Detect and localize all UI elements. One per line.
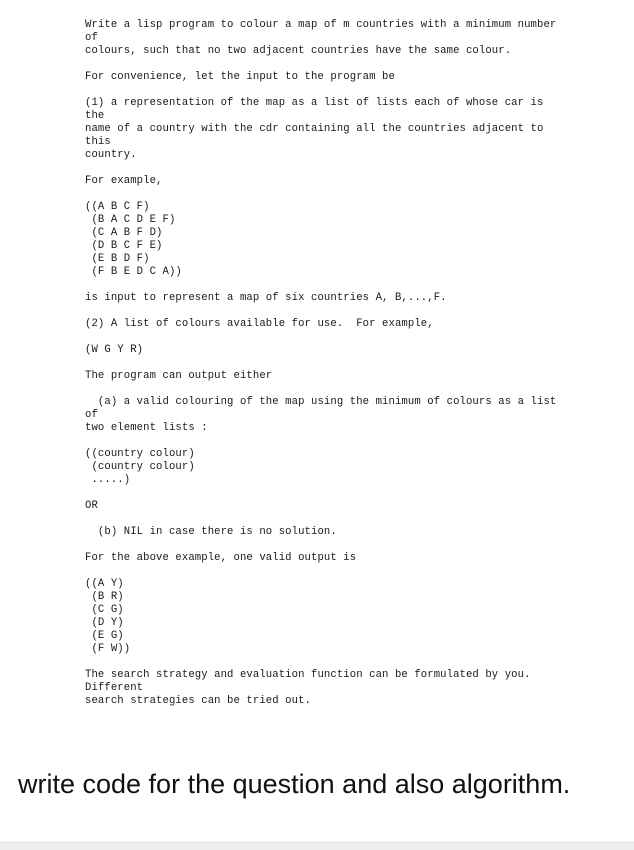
document-line: For the above example, one valid output is	[85, 552, 357, 564]
document-line: (D Y)	[85, 617, 124, 629]
blank-line	[85, 539, 605, 552]
document-line: (C G)	[85, 604, 124, 616]
document-line: ((A B C F)	[85, 201, 150, 213]
blank-line	[85, 487, 605, 500]
document-line: OR	[85, 500, 98, 512]
document-line: The search strategy and evaluation function can be formulated by you.	[85, 669, 531, 681]
document-line: ((country colour)	[85, 448, 195, 460]
blank-line	[85, 357, 605, 370]
document-line: of	[85, 409, 98, 421]
document-line: Different	[85, 682, 144, 694]
assignment-text	[85, 19, 605, 708]
document-line: (E G)	[85, 630, 124, 642]
blank-line	[85, 383, 605, 396]
document-line: colours, such that no two adjacent countries have the same colour.	[85, 45, 512, 57]
document-line: the	[85, 110, 105, 122]
blank-line	[85, 513, 605, 526]
document-line: this	[85, 136, 111, 148]
document-line: For convenience, let the input to the program be	[85, 71, 395, 83]
document-line: (F B E D C A))	[85, 266, 182, 278]
document-line: For example,	[85, 175, 163, 187]
blank-line	[85, 84, 605, 97]
blank-line	[85, 58, 605, 71]
document-line: (b) NIL in case there is no solution.	[85, 526, 337, 538]
document-line: The program can output either	[85, 370, 273, 382]
document-line: Write a lisp program to colour a map of m countries with a minimum number	[85, 19, 557, 31]
blank-line	[85, 656, 605, 669]
document-line: (2) A list of colours available for use. For example,	[85, 318, 434, 330]
document-line: country.	[85, 149, 137, 161]
question-caption: write code for the question and also algorithm.	[18, 769, 571, 799]
document-line: .....)	[85, 474, 131, 486]
document-line: (1) a representation of the map as a list of lists each of whose car is	[85, 97, 544, 109]
blank-line	[85, 188, 605, 201]
blank-line	[85, 305, 605, 318]
document-line: two element lists :	[85, 422, 208, 434]
document-line: (W G Y R)	[85, 344, 144, 356]
document-line: name of a country with the cdr containing all the countries adjacent to	[85, 123, 544, 135]
document-line: (a) a valid colouring of the map using the minimum of colours as a list	[85, 396, 557, 408]
document-line: (E B D F)	[85, 253, 150, 265]
document-line: ((A Y)	[85, 578, 124, 590]
document-line: search strategies can be tried out.	[85, 695, 312, 707]
blank-line	[85, 279, 605, 292]
blank-line	[85, 162, 605, 175]
blank-line	[85, 565, 605, 578]
document-line: (country colour)	[85, 461, 195, 473]
blank-line	[85, 331, 605, 344]
document-line: (B A C D E F)	[85, 214, 176, 226]
document-line: (B R)	[85, 591, 124, 603]
document-line: (C A B F D)	[85, 227, 163, 239]
document-line: (F W))	[85, 643, 131, 655]
document-line: is input to represent a map of six countries A, B,...,F.	[85, 292, 447, 304]
document-line: (D B C F E)	[85, 240, 163, 252]
blank-line	[85, 435, 605, 448]
document-line: of	[85, 32, 98, 44]
